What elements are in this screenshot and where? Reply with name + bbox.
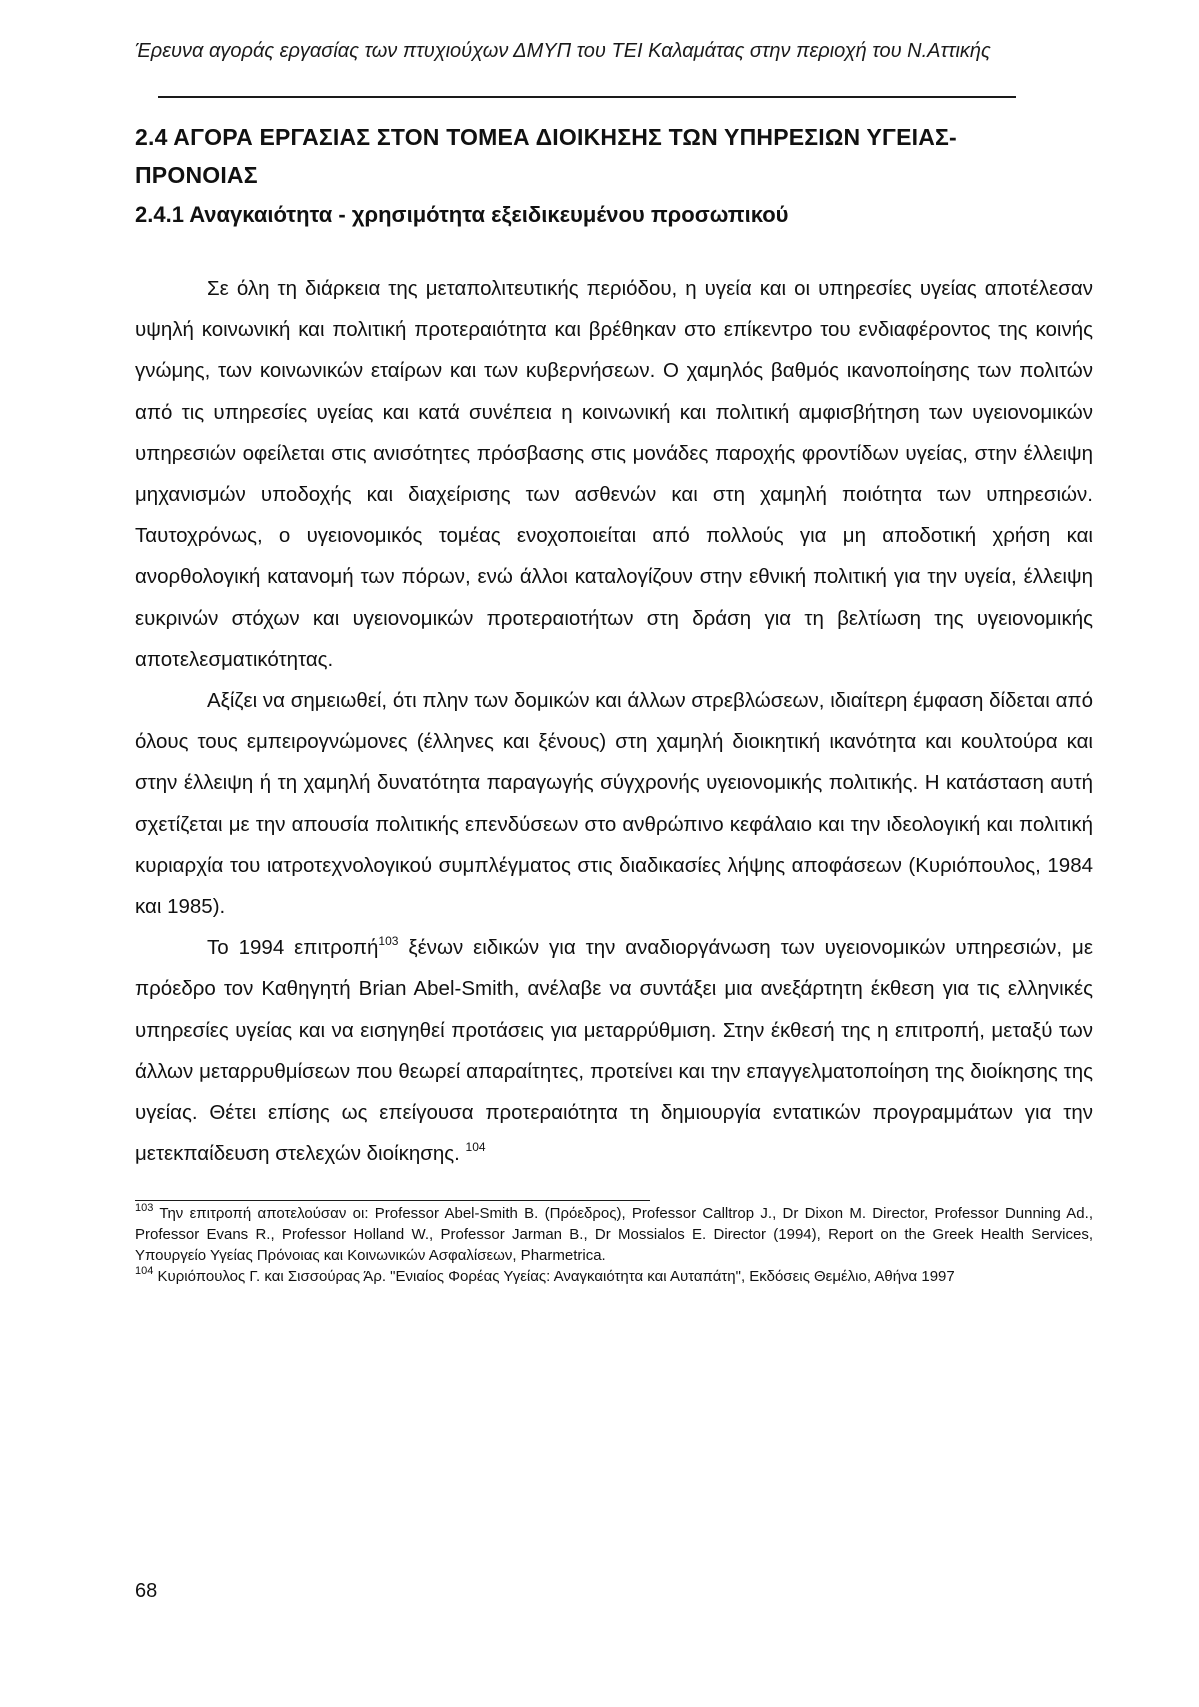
footnote-marker-104: 104 [135, 1265, 154, 1277]
paragraph-3 [135, 927, 1093, 1174]
footnote-separator [135, 1200, 650, 1201]
footnote-103-text: Την επιτροπή αποτελούσαν οι: Professor Abel-Smith B. (Πρόεδρος), Professor Calltrop J., Dr Dixon M. Director, Professor Dunning Ad., Professor Evans R., Professor Holland W., Professor Jarman B., Dr Mossialos E. Director (1994), Report on the Greek Health Services, Υπουργείο Υγείας Πρόνοιας και Κοινωνικών Ασφαλίσεων, Pharmetrica. [135, 1205, 1093, 1264]
footnote-ref-103[interactable]: 103 [378, 934, 399, 949]
paragraph-2: Αξίζει να σημειωθεί, ότι πλην των δομικών και άλλων στρεβλώσεων, ιδιαίτερη έμφαση δίδεται από όλους τους εμπειρογνώμονες (έλληνες και ξένους) στη χαμηλή διοικητική ικανότητα και κουλτούρα και στην έλλειψη ή τη χαμηλή δυνατότητα παραγωγής σύγχρονής υγειονομικής πολιτικής. Η κατάσταση αυτή σχετίζεται με την απουσία πολιτικής επενδύσεων στο ανθρώπινο κεφάλαιο και την ιδεολογική και πολιτική κυριαρχία του ιατροτεχνολογικού συμπλέγματος στις διαδικασίες λήψης αποφάσεων (Κυριόπουλος, 1984 και 1985). [135, 689, 1093, 919]
footnote-104 [135, 1266, 1093, 1287]
subsection-heading: 2.4.1 Αναγκαιότητα - χρησιμότητα εξειδικευμένου προσωπικού [135, 202, 789, 227]
body-text [135, 268, 1093, 1174]
paragraph-1: Σε όλη τη διάρκεια της μεταπολιτευτικής περιόδου, η υγεία και οι υπηρεσίες υγείας αποτέλεσαν υψηλή κοινωνική και πολιτική προτεραιότητα και βρέθηκαν στο επίκεντρο του ενδιαφέροντος της κοινής γνώμης, των κοινωνικών εταίρων και των κυβερνήσεων. Ο χαμηλός βαθμός ικανοποίησης των πολιτών από τις υπηρεσίες υγείας και κατά συνέπεια η κοινωνική και πολιτική αμφισβήτηση των υγειονομικών υπηρεσιών οφείλεται στις ανισότητες πρόσβασης στις μονάδες παροχής φροντίδων υγείας, στην έλλειψη μηχανισμών υποδοχής και διαχείρισης των ασθενών και στη χαμηλή ποιότητα των υπηρεσιών. Ταυτοχρόνως, ο υγειονομικός τομέας ενοχοποιείται από πολλούς για μη αποδοτική χρήση και ανορθολογική κατανομή των πόρων, ενώ άλλοι καταλογίζουν στην εθνική πολιτική για την υγεία, έλλειψη ευκρινών στόχων και υγειονομικών προτεραιοτήτων στη δράση για τη βελτίωση της υγειονομικής αποτελεσματικότητας. [135, 277, 1093, 671]
running-header: Έρευνα αγοράς εργασίας των πτυχιούχων ΔΜΥΠ του ΤΕΙ Καλαμάτας στην περιοχή του Ν.Αττικής [135, 40, 991, 62]
footnote-103 [135, 1203, 1093, 1266]
footnote-marker-103: 103 [135, 1202, 154, 1214]
page-number: 68 [135, 1580, 158, 1602]
paragraph-3-start: Το 1994 επιτροπή [207, 936, 379, 960]
footnote-ref-104[interactable]: 104 [465, 1140, 486, 1155]
section-heading: 2.4 ΑΓΟΡΑ ΕΡΓΑΣΙΑΣ ΣΤΟΝ ΤΟΜΕΑ ΔΙΟΙΚΗΣΗΣ ΤΩΝ ΥΠΗΡΕΣΙΩΝ ΥΓΕΙΑΣ-ΠΡΟΝΟΙΑΣ [135, 124, 957, 188]
footnote-104-text: Κυριόπουλος Γ. και Σισσούρας Άρ. "Ενιαίος Φορέας Υγείας: Αναγκαιότητα και Αυταπάτη", Εκδόσεις Θεμέλιο, Αθήνα 1997 [153, 1268, 955, 1285]
header-rule [158, 96, 1016, 98]
paragraph-3-body: ξένων ειδικών για την αναδιοργάνωση των υγειονομικών υπηρεσιών, με πρόεδρο τον Καθηγητή Brian Abel-Smith, ανέλαβε να συντάξει μια ανεξάρτητη έκθεση για τις ελληνικές υπηρεσίες υγείας και να εισηγηθεί προτάσεις για μεταρρύθμιση. Στην έκθεσή της η επιτροπή, μεταξύ των άλλων μεταρρυθμίσεων που θεωρεί απαραίτητες, προτείνει και την επαγγελματοποίηση της διοίκησης της υγείας. Θέτει επίσης ως επείγουσα προτεραιότητα τη δημιουργία εντατικών προγραμμάτων για την μετεκπαίδευση στελεχών διοίκησης. [135, 936, 1094, 1166]
footnotes [135, 1203, 1093, 1287]
